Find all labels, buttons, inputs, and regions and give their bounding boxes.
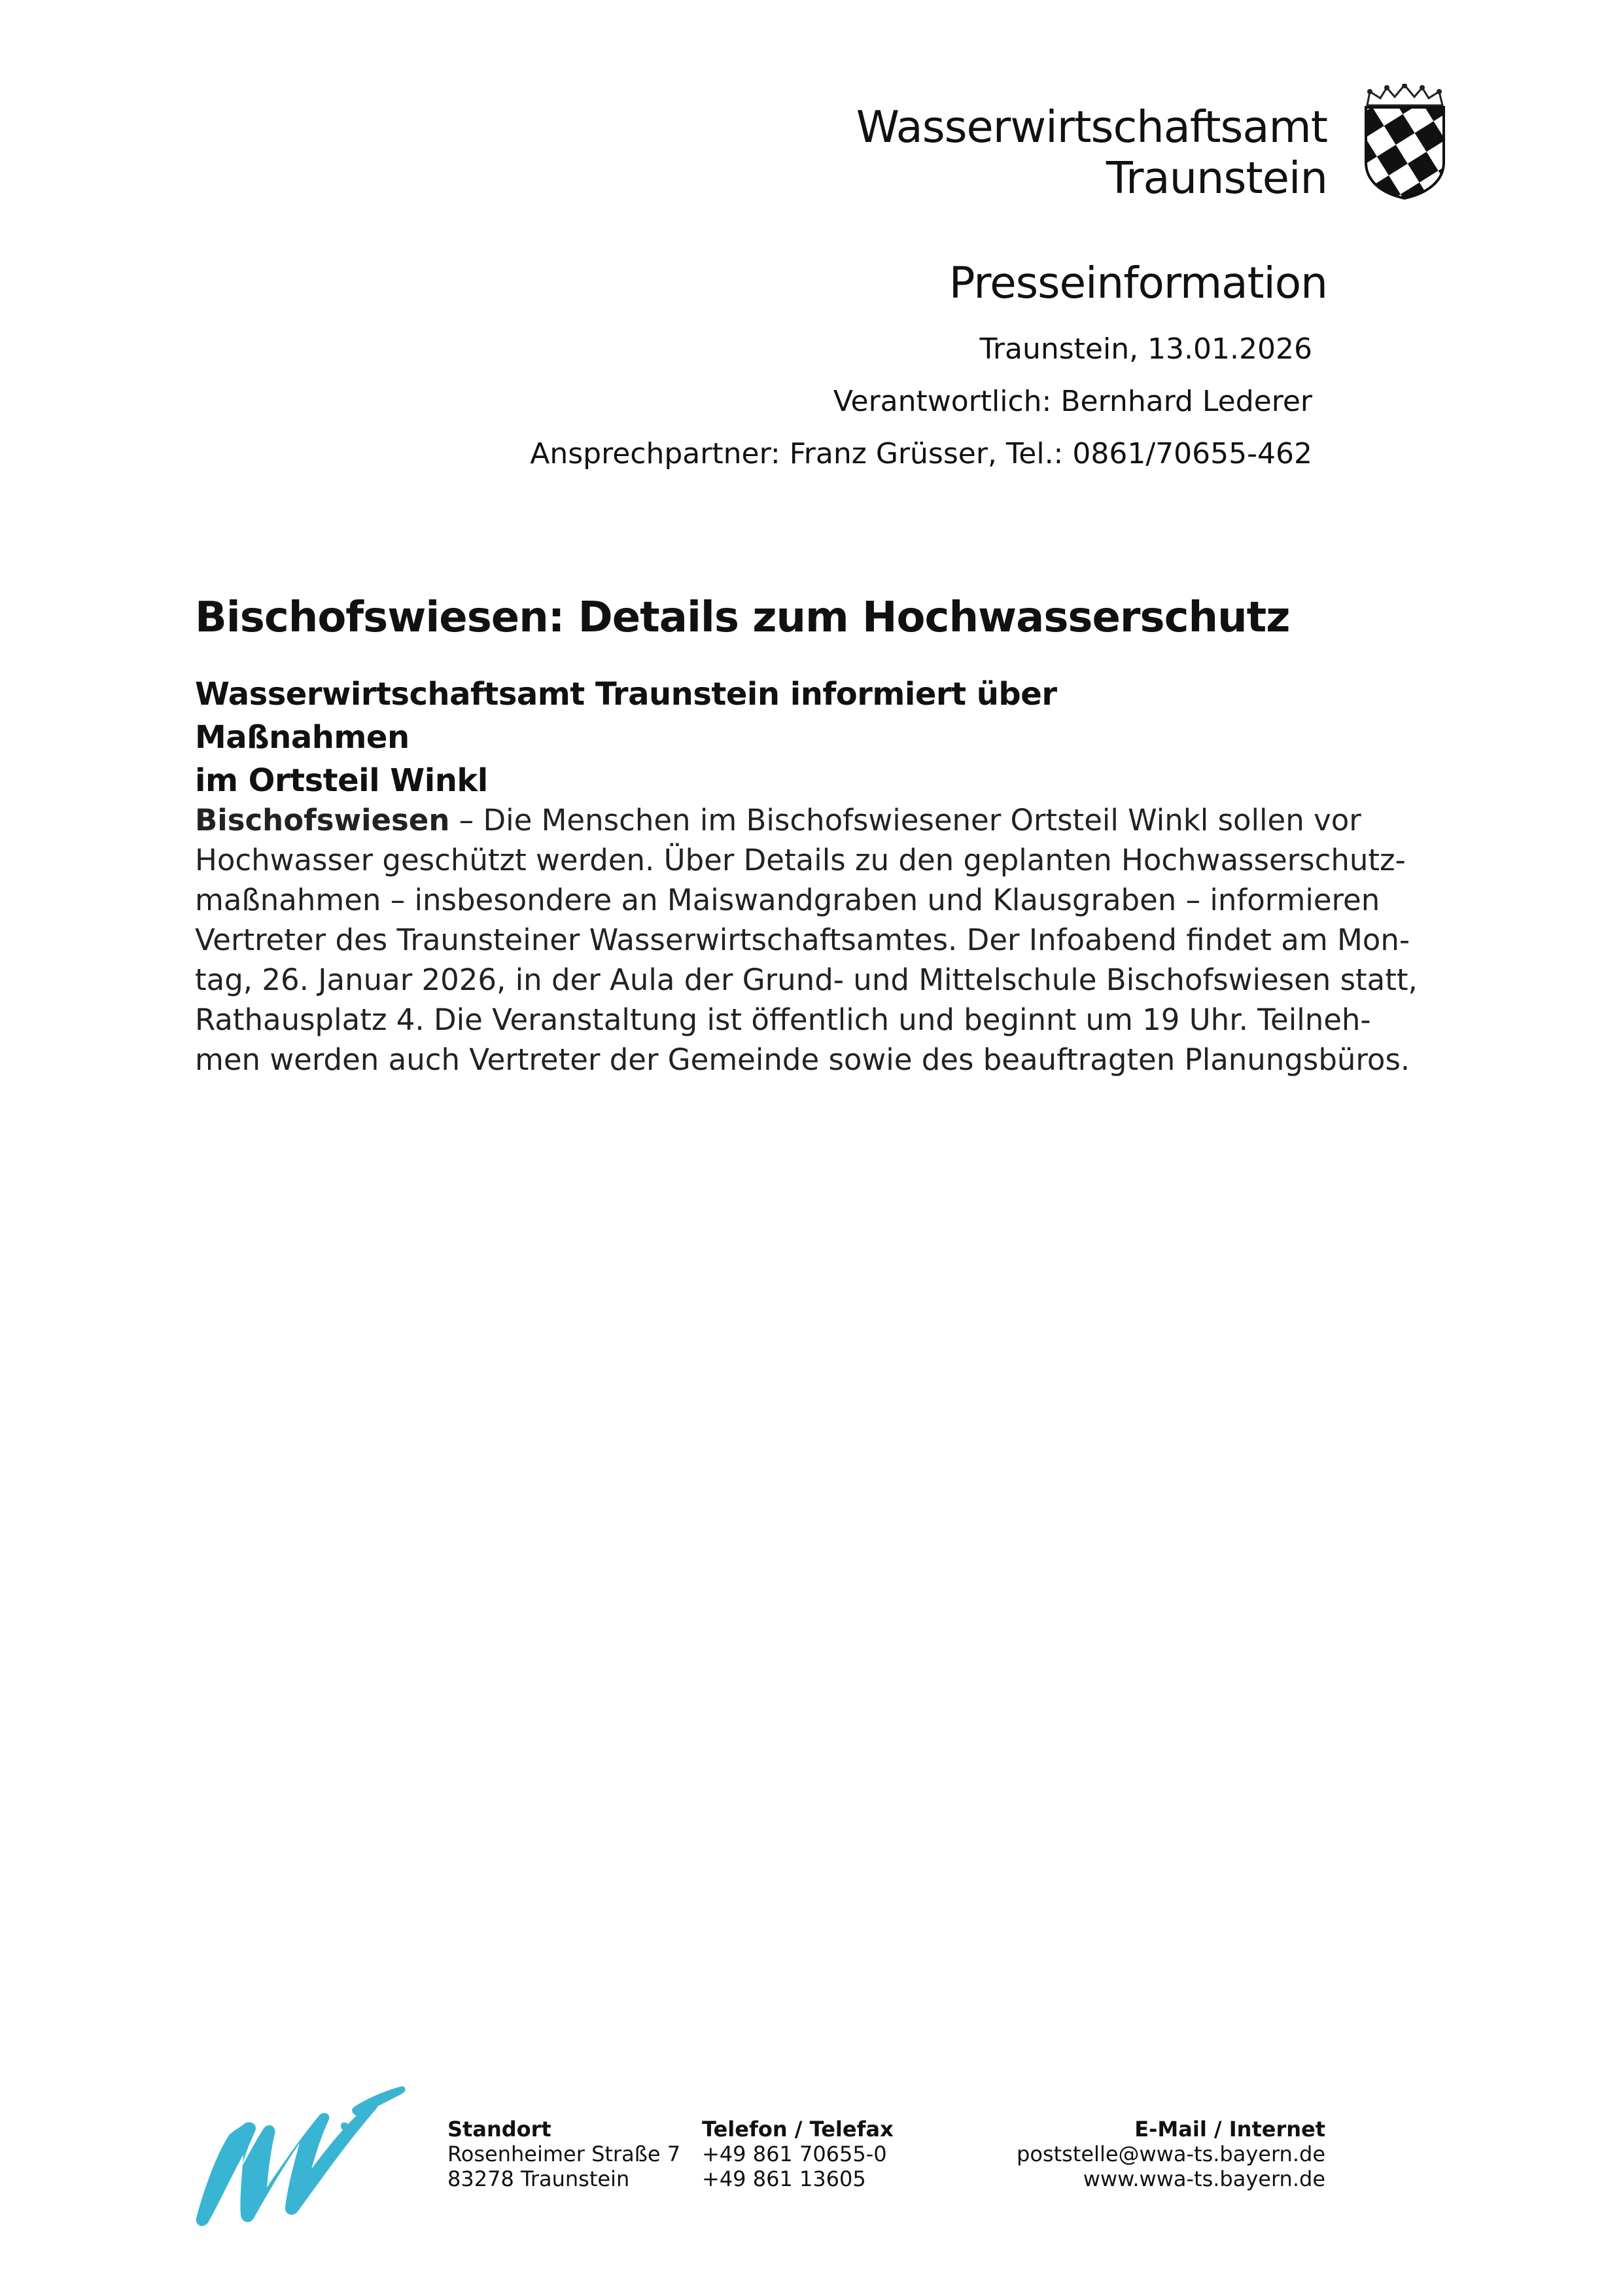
article-body-line: Hochwasser geschützt werden. Über Details zu den geplanten Hochwasserschutz- [195, 843, 1406, 877]
press-contact: Ansprechpartner: Franz Grüsser, Tel.: 0861/70655-462 [530, 437, 1312, 470]
footer-phone-heading: Telefon / Telefax [702, 2117, 894, 2142]
footer-phone [702, 2117, 894, 2191]
bavarian-lozenge-crest-icon [1361, 84, 1449, 200]
footer-location-heading: Standort [447, 2117, 551, 2142]
authority-name [856, 101, 1327, 203]
article-body-line: maßnahmen – insbesondere an Maiswandgraben und Klausgraben – informieren [195, 883, 1380, 917]
article-body-line: tag, 26. Januar 2026, in der Aula der Grund- und Mittelschule Bischofswiesen statt, [195, 963, 1418, 997]
article-lead-word: Bischofswiesen [195, 803, 450, 838]
article-headline: Bischofswiesen: Details zum Hochwasserschutz [195, 593, 1290, 642]
footer-email-heading: E-Mail / Internet [1134, 2117, 1325, 2142]
authority-name-line1: Wasserwirtschaftsamt [856, 101, 1327, 152]
footer-email-address[interactable]: poststelle@wwa-ts.bayern.de [1017, 2142, 1325, 2166]
footer-location [447, 2117, 680, 2191]
article-body-line: Rathausplatz 4. Die Veranstaltung ist öffentlich und beginnt um 19 Uhr. Teilneh- [195, 1002, 1371, 1037]
footer-location-street: Rosenheimer Straße 7 [447, 2142, 681, 2166]
press-responsible: Verantwortlich: Bernhard Lederer [833, 385, 1312, 418]
authority-name-line2: Traunstein [1106, 152, 1327, 203]
footer-fax-number: +49 861 13605 [702, 2166, 866, 2191]
article-subheadline [195, 673, 1242, 802]
article-body-line-text: – Die Menschen im Bischofswiesener Ortsteil Winkl sollen vor [449, 803, 1361, 838]
article-body-line [195, 800, 1361, 840]
press-title: Presseinformation [949, 258, 1327, 308]
article-subheadline-line2: im Ortsteil Winkl [195, 762, 488, 799]
footer-location-city: 83278 Traunstein [447, 2166, 630, 2191]
press-date: Traunstein, 13.01.2026 [979, 332, 1312, 366]
wwa-brush-w-logo-icon [190, 2077, 412, 2241]
footer-email [1017, 2117, 1325, 2191]
article-body-line: men werden auch Vertreter der Gemeinde sowie des beauftragten Planungsbüros. [195, 1042, 1410, 1077]
article-subheadline-line1: Wasserwirtschaftsamt Traunstein informiert über Maßnahmen [195, 676, 1057, 756]
article-body-line: Vertreter des Traunsteiner Wasserwirtschaftsamtes. Der Infoabend findet am Mon- [195, 923, 1410, 957]
article-body [195, 800, 1418, 1080]
footer-phone-number: +49 861 70655-0 [702, 2142, 887, 2166]
footer-website-link[interactable]: www.wwa-ts.bayern.de [1083, 2166, 1325, 2191]
